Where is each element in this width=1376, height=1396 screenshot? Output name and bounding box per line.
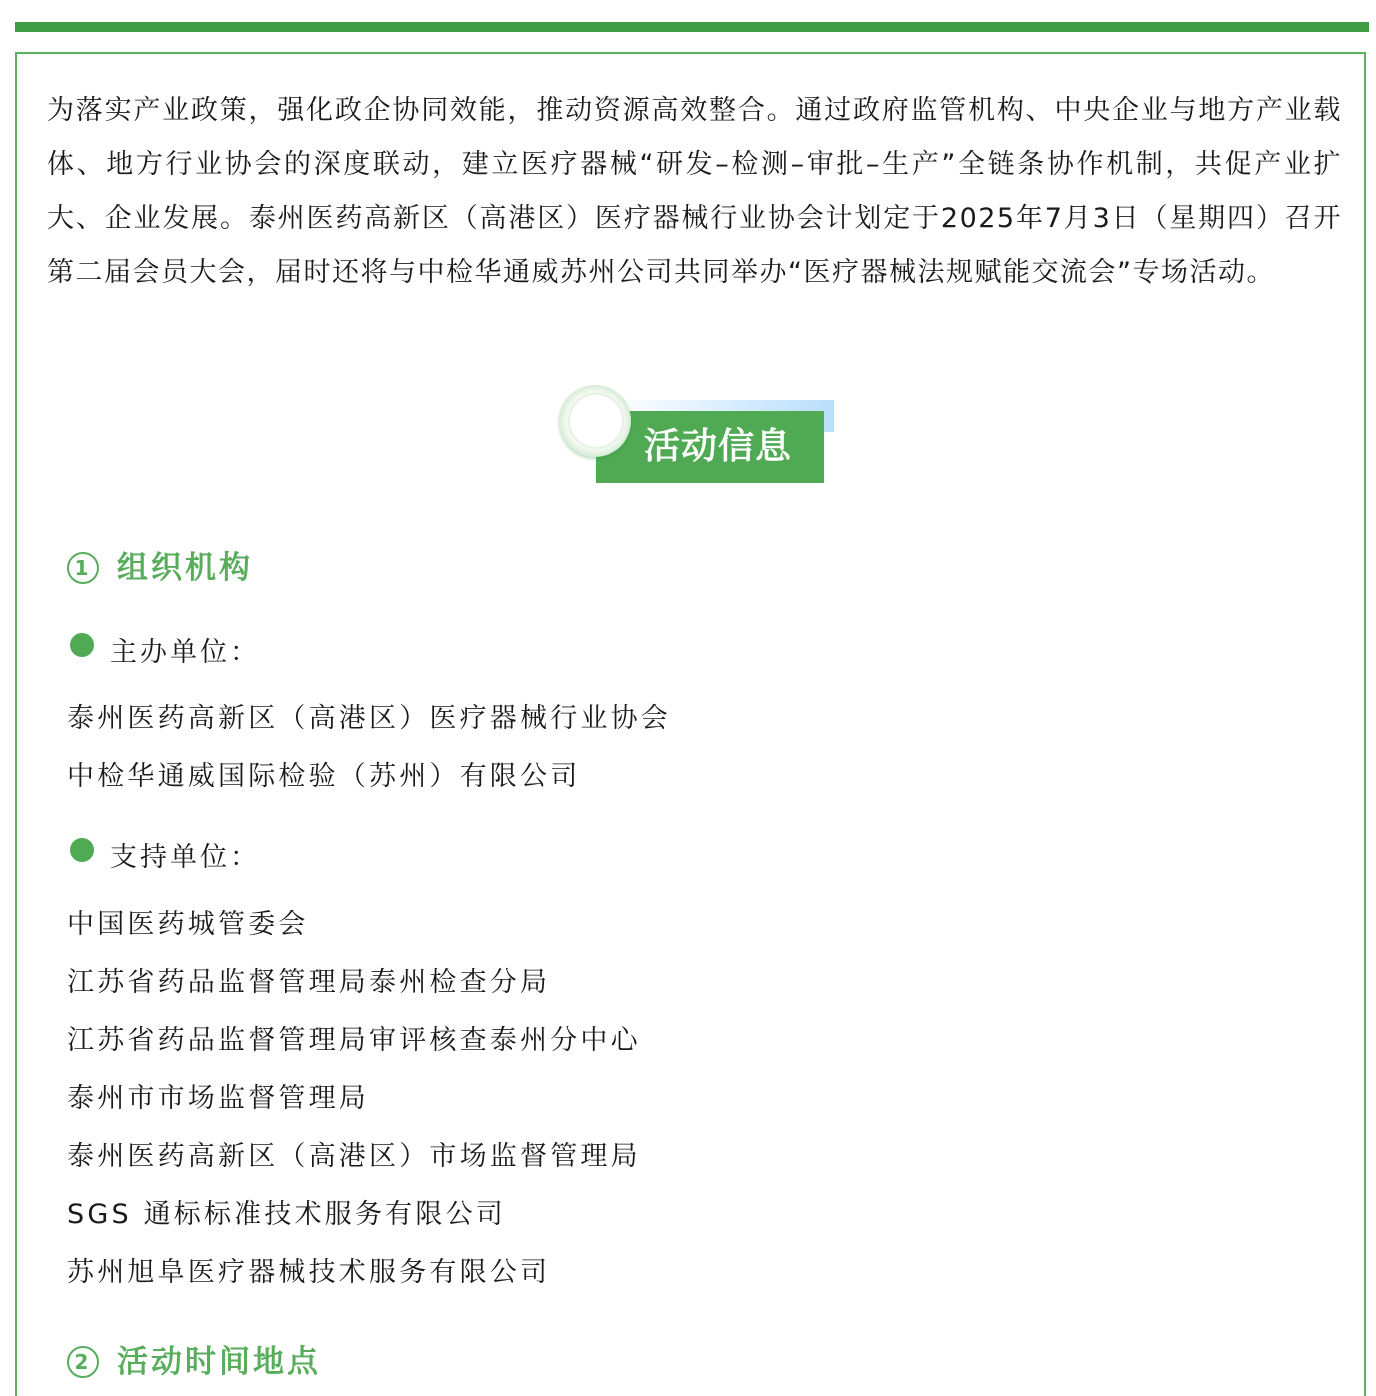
list-item: 江苏省药品监督管理局审评核查泰州分中心: [67, 1025, 641, 1056]
support-units-label-row: [70, 838, 260, 878]
support-units-label: 支持单位：: [110, 842, 260, 873]
badge-circle-icon: [559, 385, 631, 457]
host-units-label-row: [70, 633, 260, 673]
badge-circle-inner: [568, 393, 624, 449]
circled-number-2: 2: [67, 1346, 99, 1378]
bullet-dot-icon: [70, 838, 94, 862]
list-item: 泰州市市场监督管理局: [67, 1083, 369, 1114]
section-heading-organization: [67, 548, 253, 588]
section-title-organization: 组织机构: [117, 550, 253, 586]
support-units-list: [67, 896, 641, 1302]
list-item: 江苏省药品监督管理局泰州检查分局: [67, 967, 551, 998]
list-item: 中检华通威国际检验（苏州）有限公司: [67, 761, 581, 792]
section-heading-time-location: [67, 1342, 321, 1382]
list-item: SGS 通标标准技术服务有限公司: [67, 1199, 506, 1230]
top-divider-bar: [15, 22, 1369, 32]
list-item: 中国医药城管委会: [67, 909, 309, 940]
host-units-list: [67, 690, 671, 806]
list-item: 泰州医药高新区（高港区）市场监督管理局: [67, 1141, 641, 1172]
host-units-label: 主办单位：: [110, 637, 260, 668]
badge-title: 活动信息: [644, 426, 793, 467]
section-title-time-location: 活动时间地点: [117, 1344, 321, 1380]
activity-info-badge: [558, 385, 838, 487]
bullet-dot-icon: [70, 633, 94, 657]
list-item: 苏州旭阜医疗器械技术服务有限公司: [67, 1257, 551, 1288]
intro-paragraph: 为落实产业政策，强化政企协同效能，推动资源高效整合。通过政府监管机构、中央企业与地方产业载体、地方行业协会的深度联动，建立医疗器械“研发–检测–审批–生产”全链条协作机制，共促产业扩大、企业发展。泰州医药高新区（高港区）医疗器械行业协会计划定于2025年7月3日（星期四）召开第二届会员大会，届时还将与中检华通威苏州公司共同举办“医疗器械法规赋能交流会”专场活动。: [47, 95, 1342, 288]
list-item: 泰州医药高新区（高港区）医疗器械行业协会: [67, 703, 671, 734]
circled-number-1: 1: [67, 552, 99, 584]
